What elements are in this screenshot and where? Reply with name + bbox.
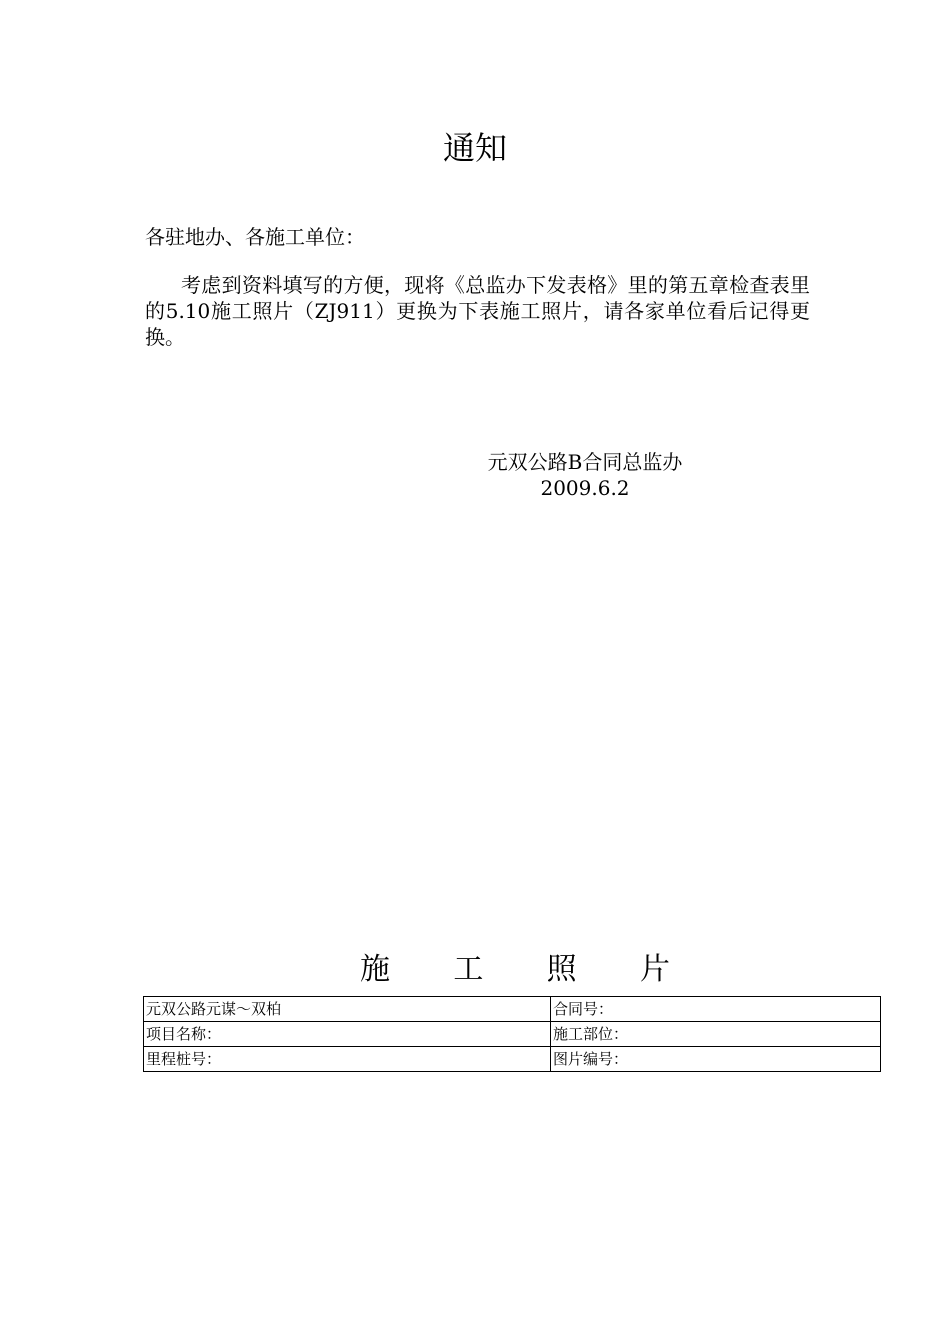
- table-row: [144, 1022, 881, 1047]
- table-row: [144, 997, 881, 1022]
- signature-org: 元双公路B合同总监办: [487, 450, 683, 474]
- photo-title-char: 工: [453, 952, 484, 987]
- photo-number-cell: 图片编号：: [551, 1047, 881, 1072]
- photo-title-char: 施: [360, 952, 390, 987]
- mileage-stake-cell: 里程桩号：: [144, 1047, 551, 1072]
- photo-title-char: 片: [639, 952, 670, 987]
- contract-number-cell: 合同号：: [551, 997, 881, 1022]
- photo-title-char: 照: [546, 952, 577, 987]
- notice-body: 考虑到资料填写的方便，现将《总监办下发表格》里的第五章检查表里的5.10施工照片（ZJ911）更换为下表施工照片，请各家单位看后记得更换。: [145, 273, 810, 349]
- notice-title: 通知: [442, 129, 507, 167]
- notice-salutation: 各驻地办、各施工单位：: [145, 225, 365, 249]
- project-road-cell: 元双公路元谋～双柏: [144, 997, 551, 1022]
- notice-signature: [440, 449, 730, 501]
- photo-form-title: [360, 950, 670, 990]
- project-name-cell: 项目名称：: [144, 1022, 551, 1047]
- table-row: [144, 1047, 881, 1072]
- photo-info-table: [143, 996, 881, 1072]
- construction-part-cell: 施工部位：: [551, 1022, 881, 1047]
- signature-date: 2009.6.2: [540, 476, 630, 500]
